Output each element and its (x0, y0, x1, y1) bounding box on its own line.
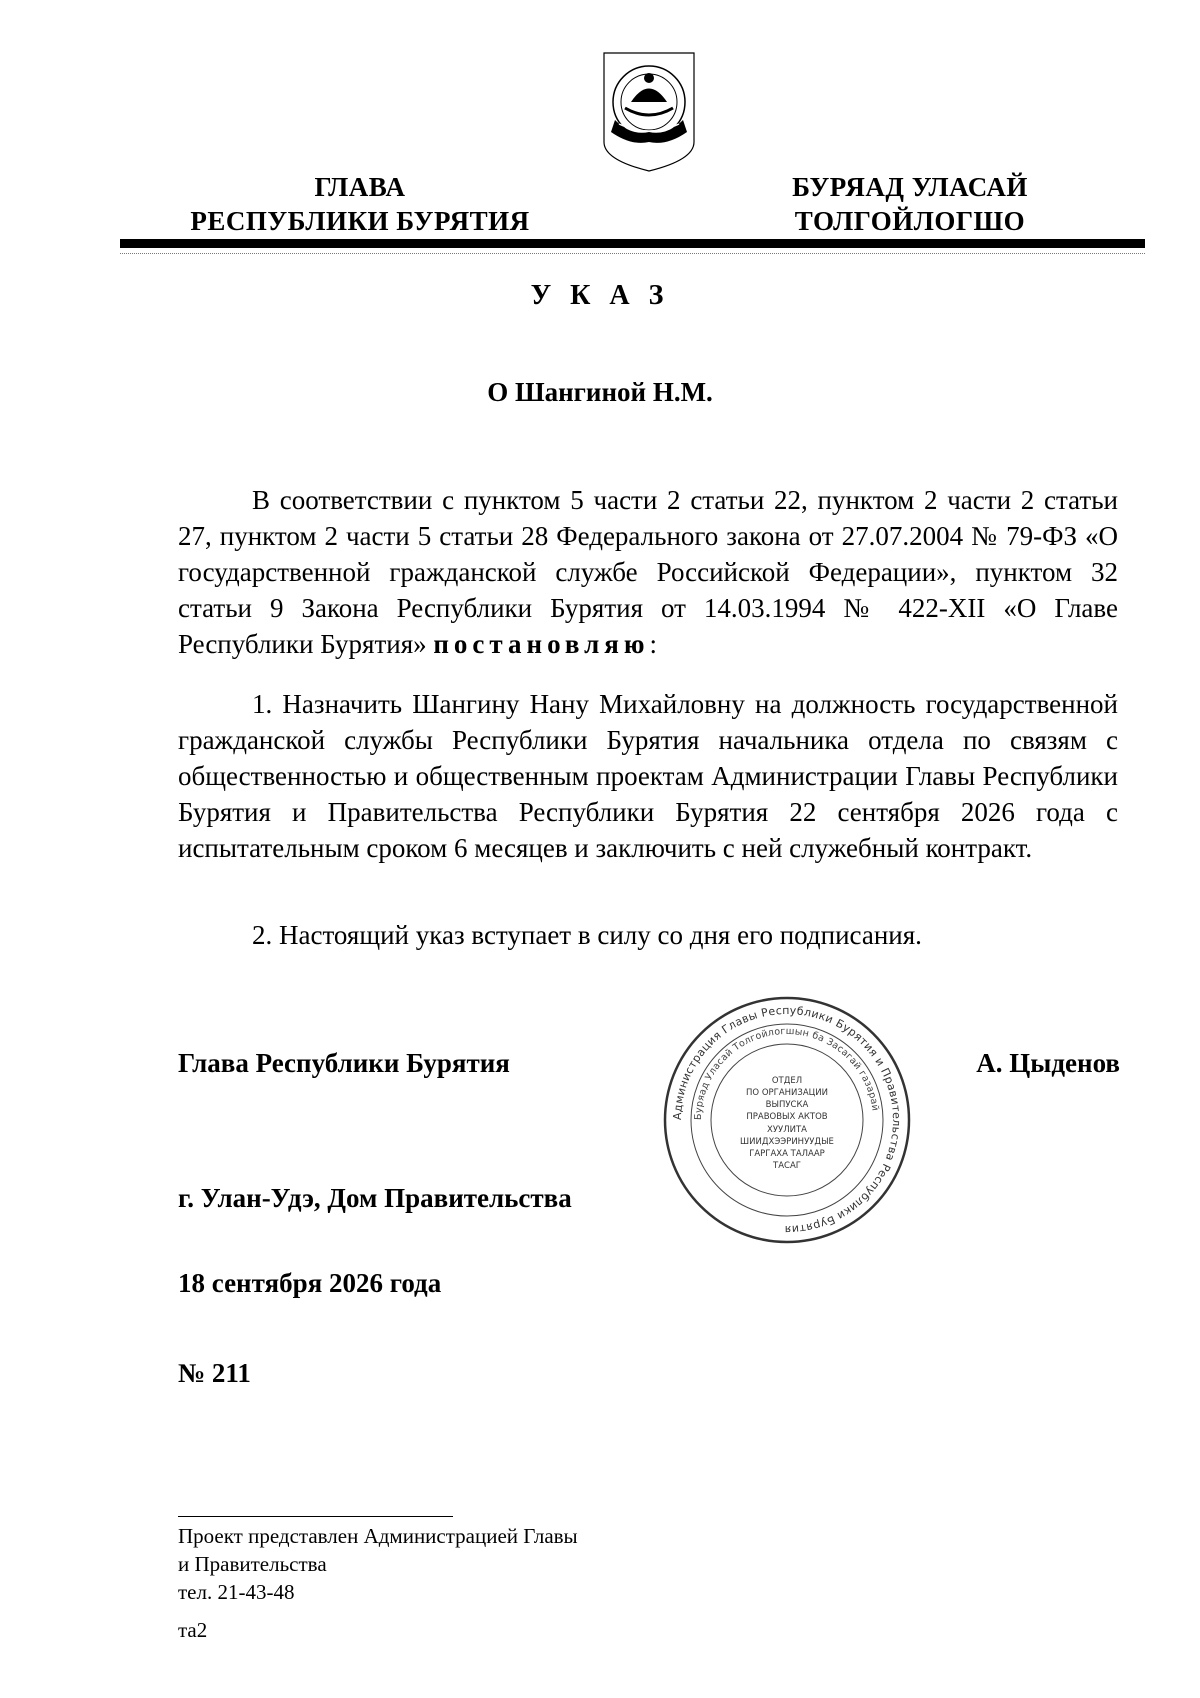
footer-divider (178, 1516, 453, 1517)
header-left-line1: ГЛАВА (314, 172, 406, 202)
header-rule-thin (120, 253, 1145, 254)
header-left-line2: РЕСПУБЛИКИ БУРЯТИЯ (190, 206, 530, 236)
official-stamp (662, 995, 912, 1245)
stamp-line: ХУУЛИТА (767, 1125, 807, 1135)
preamble-text: В соответствии с пунктом 5 части 2 статьи 22, пунктом 2 части 2 статьи 27, пунктом 2 части 5 статьи 28 Федерального закона от 27.07.2004 № 79-ФЗ «О государственной гражданской службе Российской Федерации», пунктом 32 статьи 9 Закона Республики Бурятия от 14.03.1994 № 422-XII «О Главе Республики Бурятия» (178, 485, 1118, 659)
preamble-paragraph (178, 482, 1118, 662)
stamp-line: ШИИДХЭЭРИНУУДЫЕ (740, 1137, 834, 1147)
stamp-line: ТАСАГ (773, 1161, 801, 1171)
stamp-line: ОТДЕЛ (771, 1076, 803, 1086)
signing-date: 18 сентября 2026 года (178, 1268, 442, 1298)
coat-of-arms-icon (601, 50, 697, 174)
footer-code: та2 (178, 1618, 208, 1642)
stamp-line: ПО ОРГАНИЗАЦИИ (746, 1088, 828, 1098)
document-number: № 211 (178, 1358, 251, 1388)
document-subject: О Шангиной Н.М. (487, 377, 713, 407)
header-right-line2: ТОЛГОЙЛОГШО (794, 206, 1026, 236)
header-left (160, 170, 560, 238)
decree-colon: : (649, 629, 658, 659)
signatory-position: Глава Республики Бурятия (178, 1048, 510, 1078)
footer-phone: тел. 21-43-48 (178, 1580, 295, 1604)
stamp-outer-text: Администрация Главы Республики Бурятия и Правительства Республики Бурятия (670, 1003, 904, 1237)
stamp-line: ГАРГАХА ТАЛААР (749, 1149, 825, 1159)
signatory-name: А. Цыденов (976, 1048, 1120, 1078)
document-title: У К А З (530, 280, 670, 311)
item-2-text: 2. Настоящий указ вступает в силу со дня его подписания. (252, 920, 922, 950)
stamp-line: ВЫПУСКА (765, 1100, 809, 1110)
stamp-inner-text: Буряад Уласай Толгойлогшын ба Засагай газарай (692, 1025, 881, 1121)
item-1-text: 1. Назначить Шангину Нану Михайловну на должность государственной гражданской службы Республики Бурятия начальника отдела по связям с общественностью и общественным проектам Администрации Главы Республики Бурятия и Правительства Республики Бурятия 22 сентября 2026 года с испытательным сроком 6 месяцев и заключить с ней служебный контракт. (178, 689, 1118, 863)
item-2-paragraph (178, 917, 1118, 953)
header-right-line1: БУРЯАД УЛАСАЙ (792, 172, 1028, 202)
header-rule-thick (120, 239, 1145, 248)
stamp-line: ПРАВОВЫХ АКТОВ (746, 1112, 828, 1122)
item-1-paragraph (178, 686, 1118, 866)
footer-line1: Проект представлен Администрацией Главы (178, 1524, 578, 1548)
decree-word: постановляю (433, 629, 650, 659)
footer-note (178, 1522, 578, 1606)
signing-place: г. Улан-Удэ, Дом Правительства (178, 1183, 572, 1213)
header-right (730, 170, 1090, 238)
footer-line2: и Правительства (178, 1552, 327, 1576)
